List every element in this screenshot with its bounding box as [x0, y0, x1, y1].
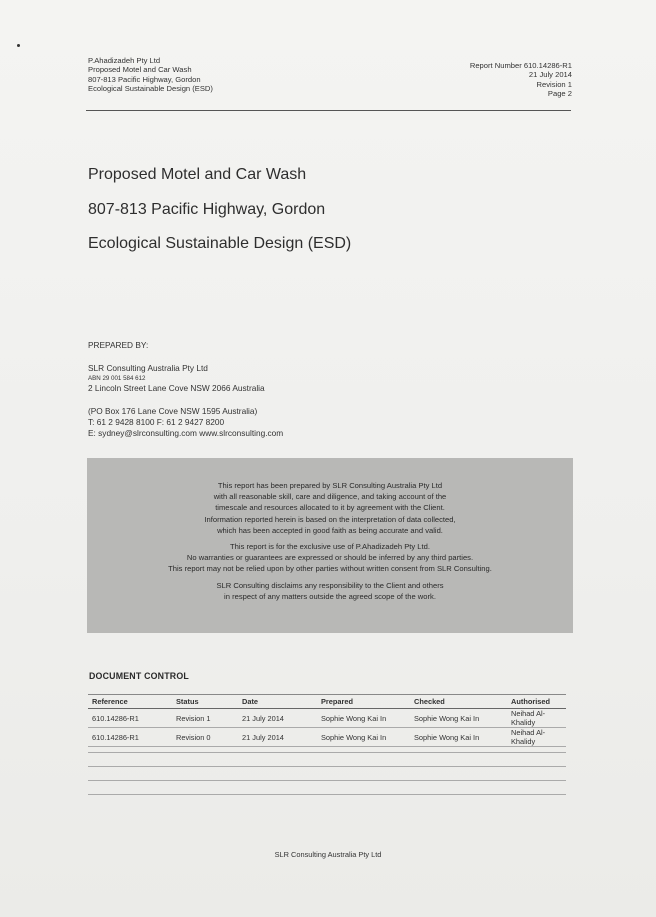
cell-reference: 610.14286-R1	[88, 728, 172, 747]
report-number: Report Number 610.14286-R1	[469, 61, 572, 70]
disclaimer-line: This report is for the exclusive use of P.Ahadizadeh Pty Ltd.	[230, 542, 430, 552]
disclaimer-line: This report may not be relied upon by other parties without written consent from SLR Consulting.	[168, 564, 492, 574]
disclaimer-line: Information reported herein is based on the interpretation of data collected,	[204, 514, 456, 524]
prepared-company: SLR Consulting Australia Pty Ltd	[88, 363, 208, 373]
disclaimer-box	[87, 458, 573, 633]
table-empty-row-line	[88, 766, 566, 767]
document-control-table	[88, 694, 566, 747]
header-project: Proposed Motel and Car Wash	[88, 65, 192, 75]
table-empty-row-line	[88, 752, 566, 753]
disclaimer-line: with all reasonable skill, care and diligence, and taking account of the	[213, 492, 447, 502]
header-right	[470, 61, 572, 98]
cell-date: 21 July 2014	[238, 709, 317, 728]
header-divider	[86, 110, 571, 111]
disclaimer-line: SLR Consulting disclaims any responsibility to the Client and others	[216, 580, 444, 590]
table-header-row	[88, 695, 566, 709]
prepared-by-block	[88, 363, 283, 439]
table-row	[88, 728, 566, 747]
disclaimer-paragraph-3	[87, 580, 573, 602]
disclaimer-line: timescale and resources allocated to it by agreement with the Client.	[215, 503, 445, 513]
column-header-reference: Reference	[88, 695, 172, 709]
document-control-heading: DOCUMENT CONTROL	[89, 671, 189, 681]
prepared-by-label: PREPARED BY:	[88, 340, 149, 350]
column-header-checked: Checked	[410, 695, 507, 709]
disclaimer-paragraph-1	[87, 480, 573, 536]
table-empty-row-line	[88, 780, 566, 781]
cell-reference: 610.14286-R1	[88, 709, 172, 728]
scan-speck	[17, 44, 20, 47]
header-address: 807-813 Pacific Highway, Gordon	[88, 74, 201, 84]
page-number: Page 2	[547, 88, 572, 98]
title-subject: Ecological Sustainable Design (ESD)	[88, 235, 352, 252]
column-header-status: Status	[172, 695, 238, 709]
cell-authorised: Neihad Al-Khalidy	[507, 728, 566, 747]
column-header-prepared: Prepared	[317, 695, 410, 709]
cell-checked: Sophie Wong Kai In	[410, 728, 507, 747]
header-left	[88, 56, 213, 93]
prepared-address: 2 Lincoln Street Lane Cove NSW 2066 Australia	[88, 383, 265, 393]
prepared-abn: ABN 29 001 584 612	[88, 375, 146, 382]
column-header-date: Date	[238, 695, 317, 709]
table-row	[88, 709, 566, 728]
cell-checked: Sophie Wong Kai In	[410, 709, 507, 728]
table-empty-row-line	[88, 794, 566, 795]
cell-status: Revision 1	[172, 709, 238, 728]
title-project: Proposed Motel and Car Wash	[88, 166, 307, 183]
disclaimer-line: No warranties or guarantees are expressed or should be inferred by any third parties.	[186, 553, 474, 563]
disclaimer-line: which has been accepted in good faith as being accurate and valid.	[217, 525, 443, 535]
prepared-po-box: (PO Box 176 Lane Cove NSW 1595 Australia)	[88, 406, 258, 416]
cell-date: 21 July 2014	[238, 728, 317, 747]
page-footer: SLR Consulting Australia Pty Ltd	[274, 850, 382, 859]
cell-status: Revision 0	[172, 728, 238, 747]
disclaimer-line: in respect of any matters outside the agreed scope of the work.	[224, 591, 436, 601]
header-subject: Ecological Sustainable Design (ESD)	[88, 83, 213, 93]
column-header-authorised: Authorised	[507, 695, 566, 709]
disclaimer-line: This report has been prepared by SLR Consulting Australia Pty Ltd	[217, 481, 443, 490]
report-revision: Revision 1	[536, 79, 572, 89]
prepared-email-web: E: sydney@slrconsulting.com www.slrconsulting.com	[88, 428, 284, 438]
header-client: P.Ahadizadeh Pty Ltd	[88, 56, 161, 65]
cell-prepared: Sophie Wong Kai In	[317, 709, 410, 728]
cell-prepared: Sophie Wong Kai In	[317, 728, 410, 747]
disclaimer-paragraph-2	[87, 541, 573, 575]
title-address: 807-813 Pacific Highway, Gordon	[88, 201, 326, 218]
report-date: 21 July 2014	[528, 70, 572, 80]
cell-authorised: Neihad Al-Khalidy	[507, 709, 566, 728]
prepared-phone-fax: T: 61 2 9428 8100 F: 61 2 9427 8200	[88, 417, 225, 427]
